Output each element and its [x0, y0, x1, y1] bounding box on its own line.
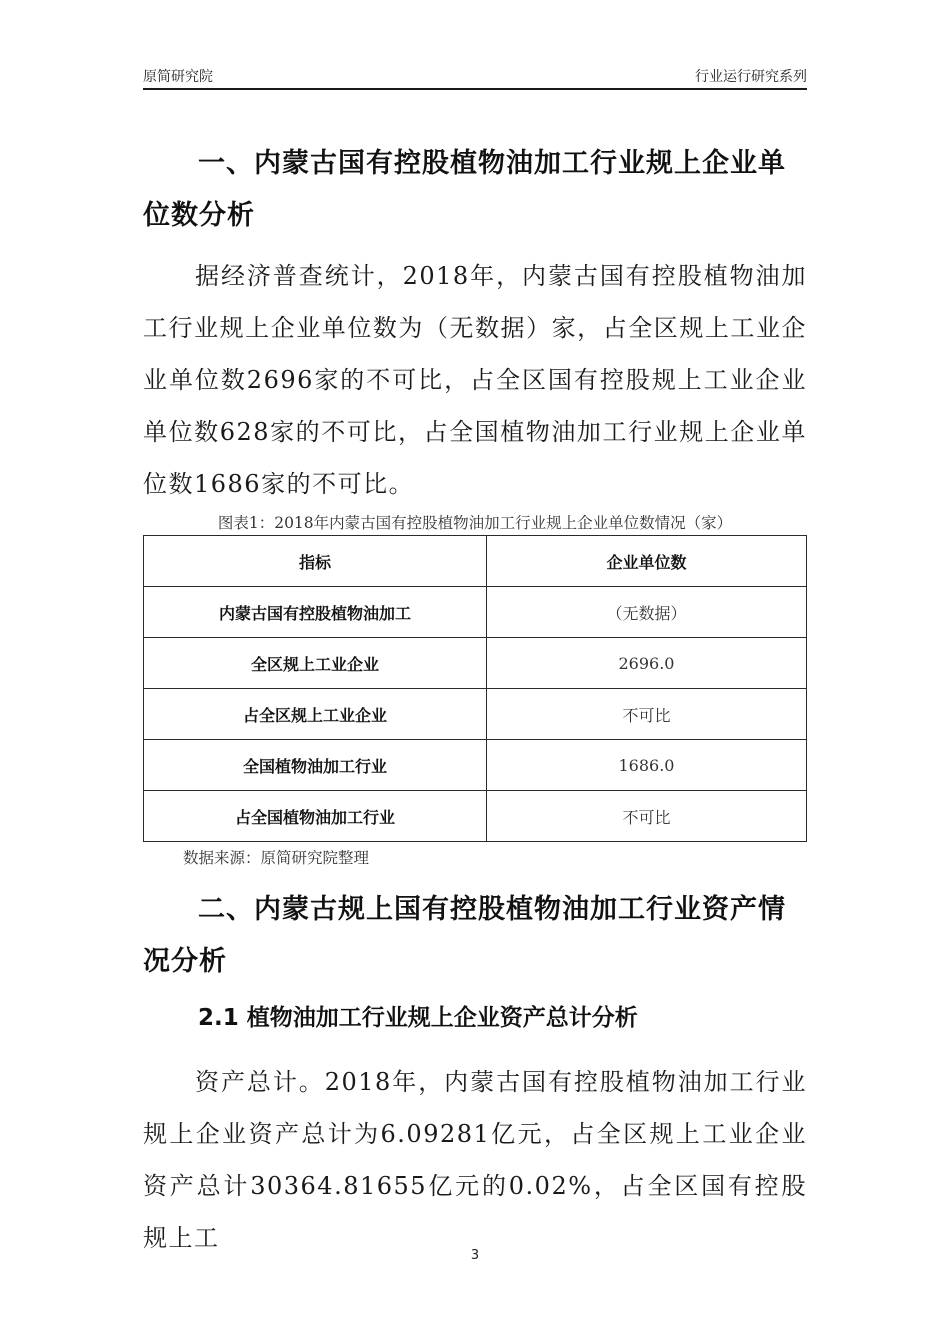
page-header — [143, 66, 807, 90]
header-org-name: 原简研究院 — [143, 69, 213, 85]
subsection-2-1-title: 2.1 植物油加工行业规上企业资产总计分析 — [198, 1005, 638, 1031]
row-value: （无数据） — [487, 587, 807, 638]
section-2-paragraph: 资产总计。2018年，内蒙古国有控股植物油加工行业规上企业资产总计为6.09281亿元，占全区规上工业企业资产总计30364.81655亿元的0.02%，占全区国有控股规上工 — [143, 1068, 807, 1252]
column-header-indicator: 指标 — [144, 536, 487, 587]
row-value: 2696.0 — [487, 638, 807, 689]
row-value: 1686.0 — [487, 740, 807, 791]
table-caption: 图表1：2018年内蒙古国有控股植物油加工行业规上企业单位数情况（家） — [217, 514, 733, 532]
section-2-title: 二、内蒙古规上国有控股植物油加工行业资产情况分析 — [143, 894, 786, 977]
row-label: 占全国植物油加工行业 — [144, 791, 487, 842]
table-header-row — [144, 536, 807, 587]
row-label: 全国植物油加工行业 — [144, 740, 487, 791]
data-table — [143, 535, 807, 842]
column-header-unit-count: 企业单位数 — [487, 536, 807, 587]
section-1-paragraph: 据经济普查统计，2018年，内蒙古国有控股植物油加工行业规上企业单位数为（无数据）家，占全区规上工业企业单位数2696家的不可比，占全区国有控股规上工业企业单位数628家的不可比，占全国植物油加工行业规上企业单位数1686家的不可比。 — [143, 262, 807, 498]
table-row — [144, 791, 807, 842]
table-row — [144, 740, 807, 791]
row-label: 占全区规上工业企业 — [144, 689, 487, 740]
table-row — [144, 689, 807, 740]
header-series-name: 行业运行研究系列 — [695, 69, 807, 85]
row-value: 不可比 — [487, 689, 807, 740]
table-source-note: 数据来源：原简研究院整理 — [183, 849, 370, 867]
table-row — [144, 587, 807, 638]
table-row — [144, 638, 807, 689]
section-1-title: 一、内蒙古国有控股植物油加工行业规上企业单位数分析 — [143, 148, 786, 231]
row-label: 全区规上工业企业 — [144, 638, 487, 689]
row-value: 不可比 — [487, 791, 807, 842]
row-label: 内蒙古国有控股植物油加工 — [144, 587, 487, 638]
page-number: 3 — [470, 1248, 480, 1263]
